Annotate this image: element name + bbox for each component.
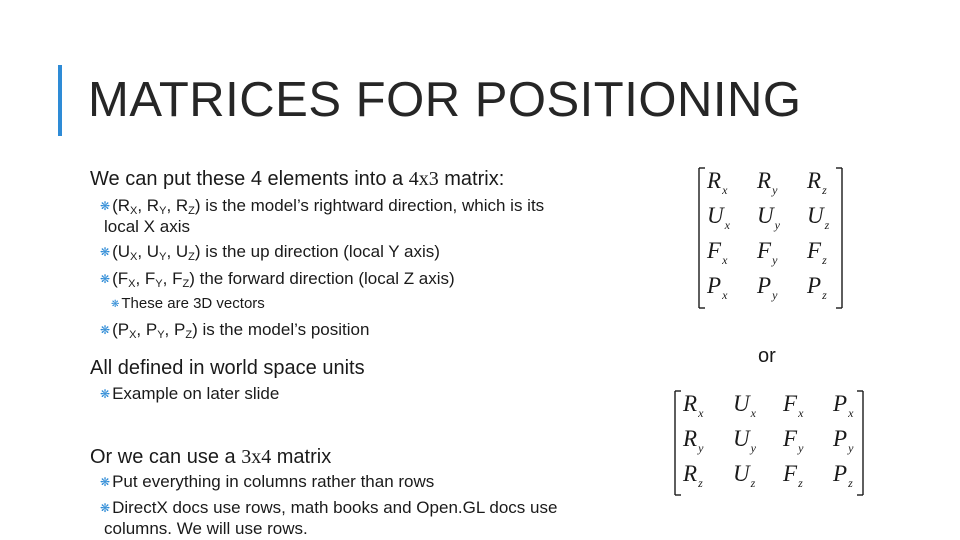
bullet-directx-continuation: columns. We will use rows.: [104, 519, 308, 538]
matrix-entry: $F_z$: [783, 461, 803, 490]
bullet-icon: ❋: [100, 387, 111, 401]
matrix-entry: $U_y$: [733, 426, 756, 455]
title-accent-bar: [58, 65, 62, 136]
matrix-entry: $U_x$: [707, 203, 730, 232]
matrix-entry: $P_z$: [833, 461, 853, 490]
or-label: or: [758, 345, 776, 367]
matrix-entry: $F_x$: [707, 238, 728, 267]
bullet-icon: ❋: [100, 245, 111, 259]
world-units-line: All defined in world space units: [90, 357, 365, 379]
bullet-r-continuation: local X axis: [104, 217, 190, 236]
matrix-entry: $R_x$: [683, 391, 704, 420]
matrix-entry: $F_y$: [757, 238, 778, 267]
bullet-icon: ❋: [100, 199, 111, 213]
bullet-icon: ❋: [100, 323, 111, 337]
matrix-entry: $R_y$: [757, 168, 778, 197]
bullet-p: ❋ ($P_X$, $P_Y$, $P_Z$) is the model’s position: [100, 320, 370, 341]
matrix-entry: $F_y$: [783, 426, 804, 455]
bullet-u: ❋ ($U_X$, $U_Y$, $U_Z$) is the up direction (local Y axis): [100, 242, 440, 263]
bullet-icon: ❋: [100, 501, 111, 515]
matrix-entry: $P_x$: [707, 273, 728, 302]
matrix-4x3: [696, 166, 846, 310]
bullet-icon: ❋: [100, 272, 111, 286]
matrix-entry: $P_x$: [833, 391, 854, 420]
matrix-entry: $U_y$: [757, 203, 780, 232]
matrix-3x4: [672, 389, 867, 497]
slide-title: MATRICES FOR POSITIONING: [88, 73, 802, 127]
matrix-entry: $U_z$: [733, 461, 756, 490]
bullet-directx: ❋ DirectX docs use rows, math books and Open.GL docs use: [100, 498, 558, 517]
matrix-entry: $U_z$: [807, 203, 830, 232]
bullet-columns: ❋ Put everything in columns rather than rows: [100, 472, 435, 491]
matrix-entry: $R_x$: [707, 168, 728, 197]
matrix-entry: $P_z$: [807, 273, 827, 302]
bullet-r: ❋ ($R_X$, $R_Y$, $R_Z$) is the model’s rightward direction, which is its: [100, 196, 545, 217]
matrix-entry: $R_z$: [683, 461, 703, 490]
bullet-f: ❋ ($F_X$, $F_Y$, $F_Z$) the forward direction (local Z axis): [100, 269, 455, 290]
alt-matrix-line: Or we can use a 3x4 matrix: [90, 446, 332, 468]
matrix-entry: $P_y$: [757, 273, 778, 302]
matrix-entry: $F_x$: [783, 391, 804, 420]
matrix-entry: $U_x$: [733, 391, 756, 420]
bullet-icon: ❋: [111, 299, 120, 310]
bullet-example: ❋ Example on later slide: [100, 384, 280, 403]
matrix-entry: $P_y$: [833, 426, 854, 455]
sub-bullet-vectors: ❋ These are 3D vectors: [111, 295, 265, 312]
intro-line: We can put these 4 elements into a 4x3 matrix:: [90, 168, 505, 190]
bullet-icon: ❋: [100, 475, 111, 489]
matrix-entry: $R_z$: [807, 168, 827, 197]
matrix-entry: $R_y$: [683, 426, 704, 455]
matrix-entry: $F_z$: [807, 238, 827, 267]
